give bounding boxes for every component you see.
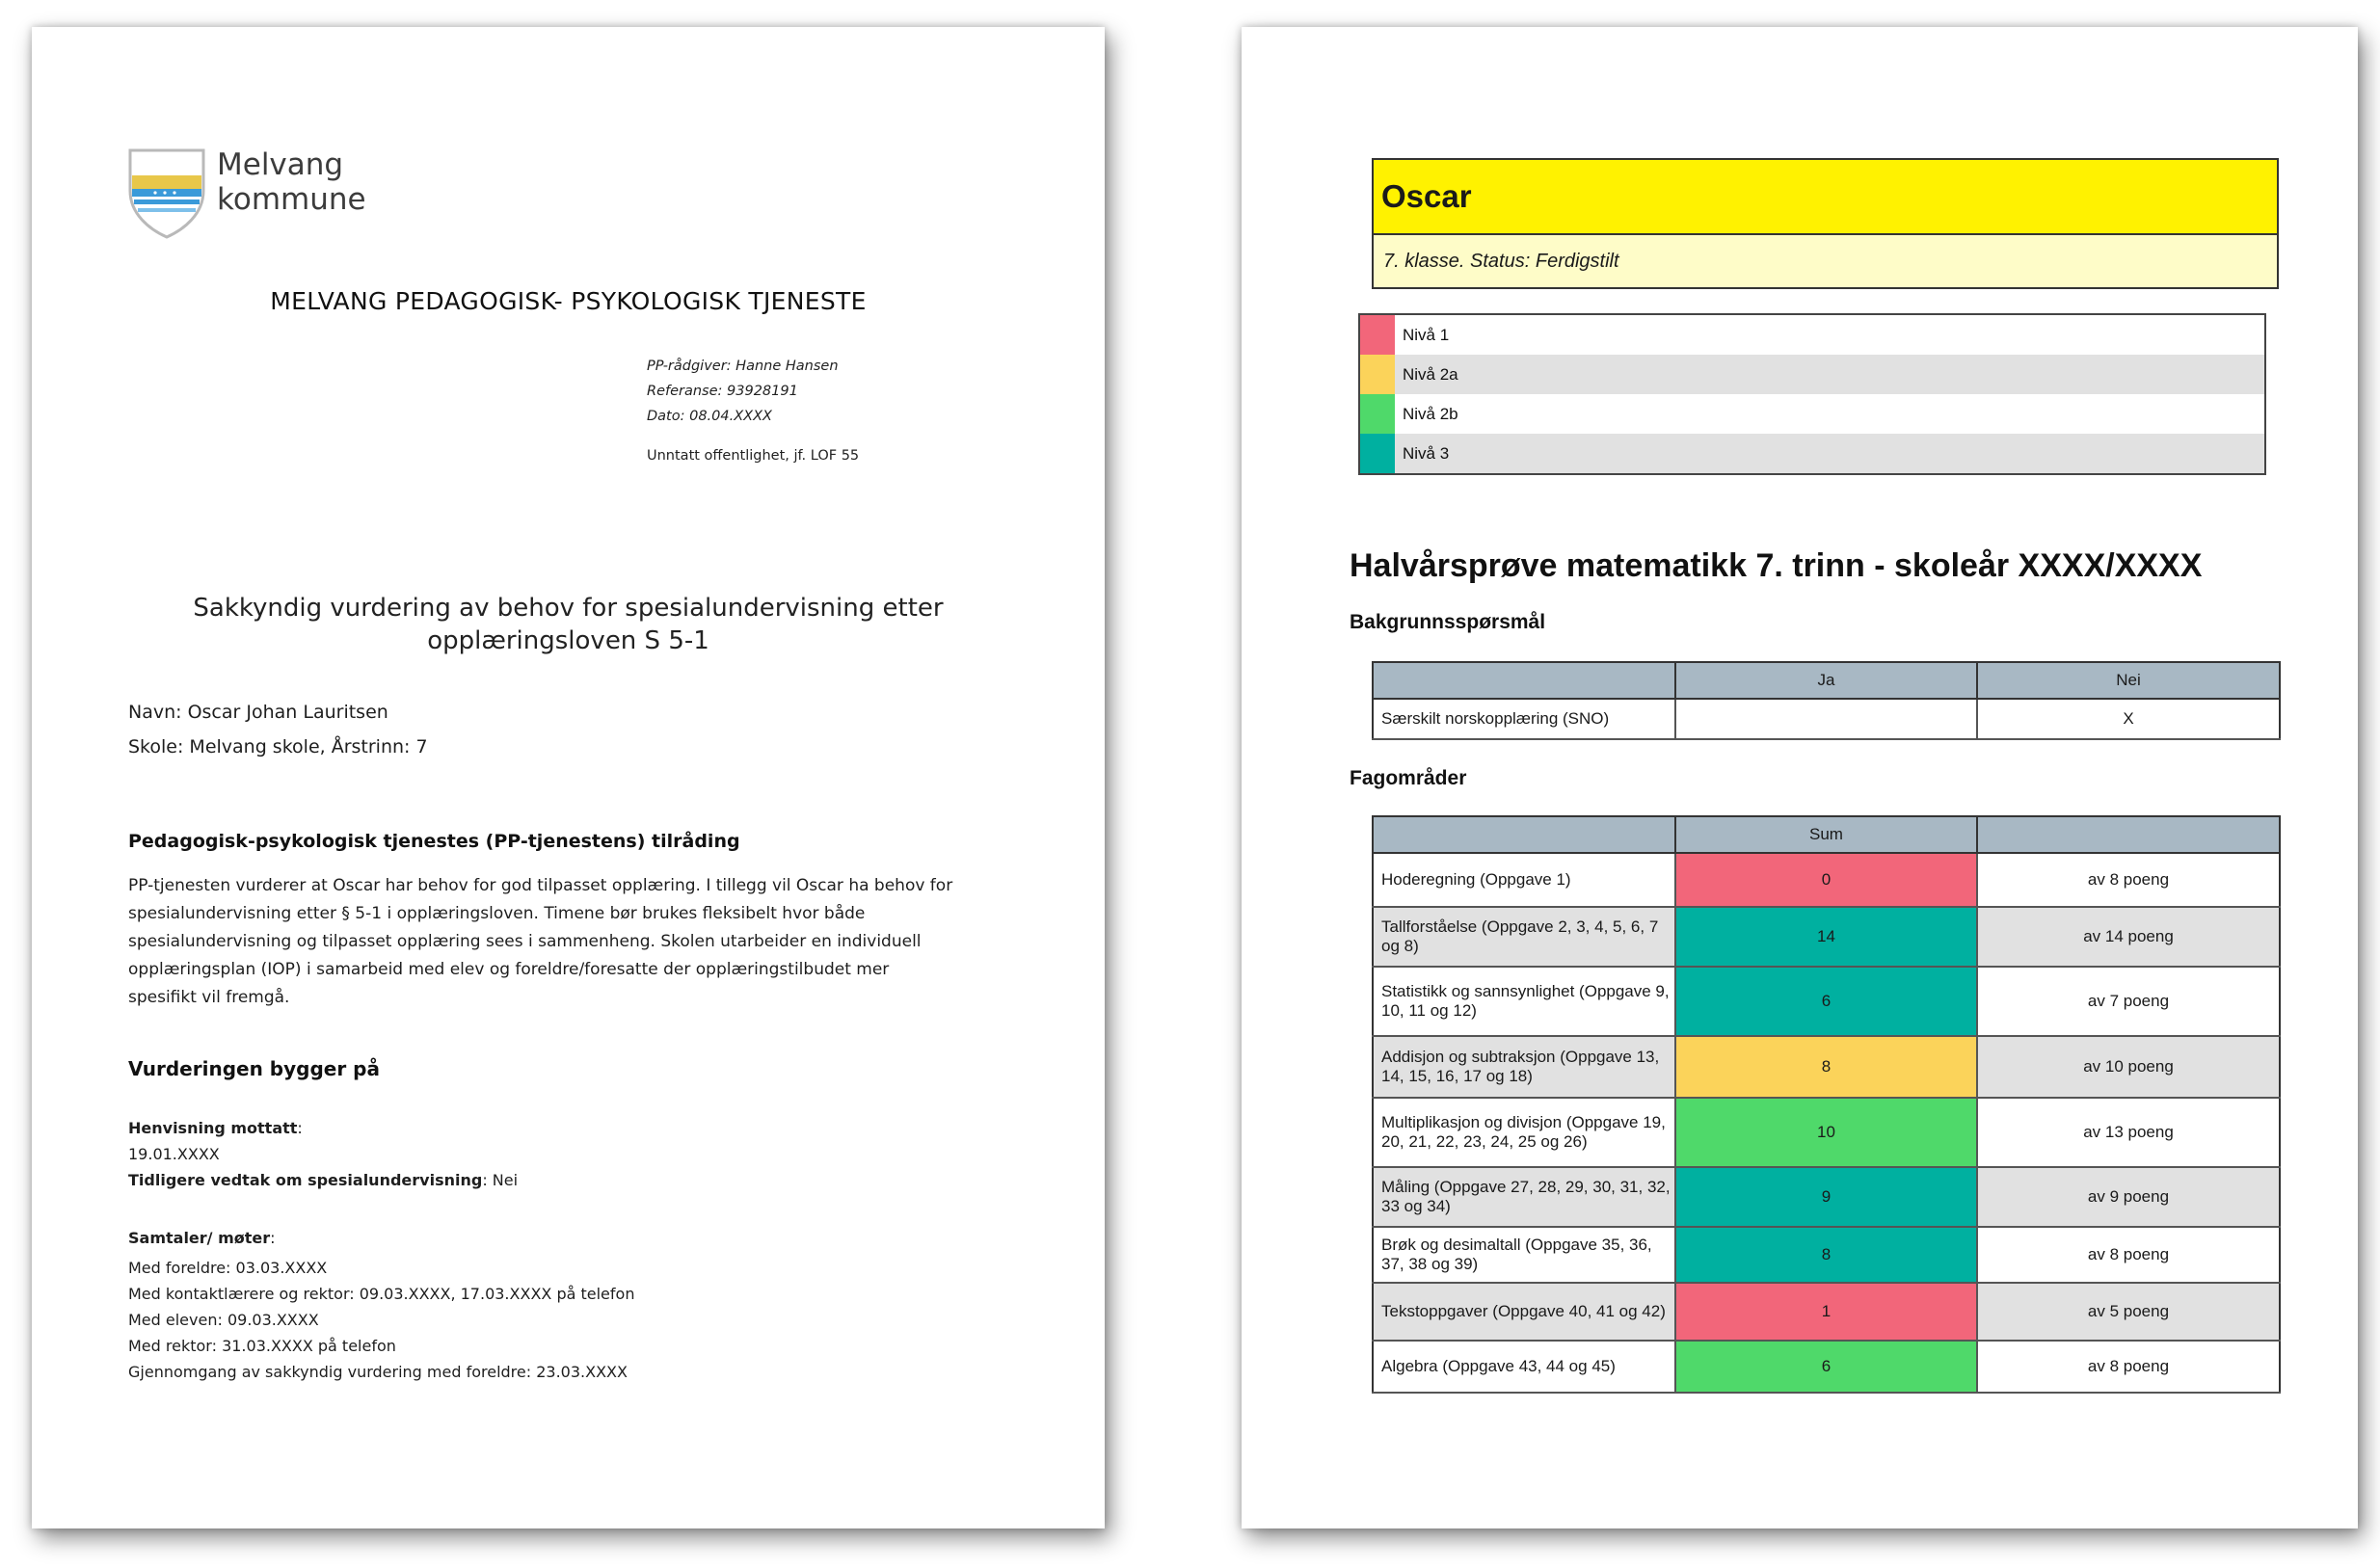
subject-sum: 6: [1675, 1341, 1977, 1393]
subject-row: [1373, 907, 2280, 967]
logo-name-line2: kommune: [217, 182, 366, 217]
legend-swatch: [1360, 355, 1395, 394]
subject-max: av 13 poeng: [1977, 1098, 2280, 1167]
meeting-item: Gjennomgang av sakkyndig vurdering med foreldre: 23.03.XXXX: [128, 1363, 628, 1381]
paragraph-line: opplæringsplan (IOP) i samarbeid med elev og foreldre/foresatte der opplæringstilbudet mer: [128, 960, 890, 979]
subject-sum: 9: [1675, 1167, 1977, 1227]
student-name-banner: Oscar: [1372, 158, 2279, 235]
subjects-header-row: [1373, 816, 2280, 853]
legend-swatch: [1360, 394, 1395, 434]
confidential-note: Unntatt offentlighet, jf. LOF 55: [647, 448, 860, 464]
subject-sum: 14: [1675, 907, 1977, 967]
background-header-ja: Ja: [1675, 662, 1977, 699]
legend-label: Nivå 3: [1403, 443, 1450, 463]
paragraph-line: spesifikt vil fremgå.: [128, 988, 290, 1007]
advisor-line: PP-rådgiver: Hanne Hansen: [647, 359, 839, 374]
meetings-heading: Samtaler/ møter: [128, 1229, 271, 1247]
subject-row: [1373, 1227, 2280, 1283]
test-heading: Halvårsprøve matematikk 7. trinn - skoleår XXXX/XXXX: [1350, 547, 2203, 584]
previous-decision-value: : Nei: [482, 1171, 519, 1189]
subject-row: [1373, 1036, 2280, 1098]
background-answer-nei: X: [1977, 699, 2280, 739]
background-answer-ja: [1675, 699, 1977, 739]
subject-topic: Brøk og desimaltall (Oppgave 35, 36, 37, 38 og 39): [1373, 1227, 1675, 1283]
subjects-header-cell: [1373, 816, 1675, 853]
student-status: 7. klasse. Status: Ferdigstilt: [1372, 235, 2279, 289]
subject-max: av 10 poeng: [1977, 1036, 2280, 1098]
legend-label: Nivå 2a: [1403, 364, 1458, 384]
subject-topic: Statistikk og sannsynlighet (Oppgave 9, 10, 11 og 12): [1373, 967, 1675, 1036]
document-title-line2: opplæringsloven S 5-1: [427, 626, 709, 655]
referral-label-line: [128, 1119, 303, 1137]
subject-max: av 8 poeng: [1977, 1227, 2280, 1283]
subject-row: [1373, 1341, 2280, 1393]
background-row: [1373, 699, 2280, 739]
background-table: [1372, 661, 2281, 740]
date-line: Dato: 08.04.XXXX: [647, 409, 772, 424]
subject-topic: Addisjon og subtraksjon (Oppgave 13, 14, 15, 16, 17 og 18): [1373, 1036, 1675, 1098]
referral-colon: :: [297, 1119, 303, 1137]
subject-topic: Måling (Oppgave 27, 28, 29, 30, 31, 32, 33 og 34): [1373, 1167, 1675, 1227]
subject-row: [1373, 1167, 2280, 1227]
subject-max: av 7 poeng: [1977, 967, 2280, 1036]
subject-row: [1373, 853, 2280, 907]
subject-topic: Tekstoppgaver (Oppgave 40, 41 og 42): [1373, 1283, 1675, 1341]
level-legend: [1358, 313, 2266, 475]
subject-topic: Algebra (Oppgave 43, 44 og 45): [1373, 1341, 1675, 1393]
document-title: [32, 592, 1105, 657]
student-name: Navn: Oscar Johan Lauritsen: [128, 702, 388, 723]
basis-heading: Vurderingen bygger på: [128, 1057, 380, 1080]
subjects-header-sum: Sum: [1675, 816, 1977, 853]
meeting-item: Med eleven: 09.03.XXXX: [128, 1311, 319, 1329]
student-school: Skole: Melvang skole, Årstrinn: 7: [128, 736, 428, 757]
subject-max: av 14 poeng: [1977, 907, 2280, 967]
meeting-item: Med kontaktlærere og rektor: 09.03.XXXX, 17.03.XXXX på telefon: [128, 1285, 635, 1303]
legend-row: [1360, 355, 2264, 394]
subject-row: [1373, 1283, 2280, 1341]
logo-name-line1: Melvang: [217, 147, 344, 182]
subject-row: [1373, 967, 2280, 1036]
referral-date: 19.01.XXXX: [128, 1145, 220, 1163]
legend-row: [1360, 315, 2264, 355]
document-title-line1: Sakkyndig vurdering av behov for spesialundervisning etter: [193, 594, 944, 623]
subject-sum: 0: [1675, 853, 1977, 907]
background-header-cell: [1373, 662, 1675, 699]
background-question: Særskilt norskopplæring (SNO): [1373, 699, 1675, 739]
reference-line: Referanse: 93928191: [647, 384, 798, 399]
meeting-item: Med rektor: 31.03.XXXX på telefon: [128, 1337, 396, 1355]
subject-sum: 8: [1675, 1227, 1977, 1283]
legend-row: [1360, 394, 2264, 434]
subject-sum: 8: [1675, 1036, 1977, 1098]
legend-row: [1360, 434, 2264, 473]
legend-swatch: [1360, 434, 1395, 473]
subject-max: av 9 poeng: [1977, 1167, 2280, 1227]
paragraph-line: spesialundervisning etter § 5-1 i opplæringsloven. Timene bør brukes fleksibelt hvor både: [128, 904, 866, 923]
meetings-heading-line: [128, 1229, 276, 1247]
subject-topic: Multiplikasjon og divisjon (Oppgave 19, 20, 21, 22, 23, 24, 25 og 26): [1373, 1098, 1675, 1167]
legend-label: Nivå 2b: [1403, 404, 1458, 423]
subject-max: av 8 poeng: [1977, 853, 2280, 907]
previous-decision-label: Tidligere vedtak om spesialundervisning: [128, 1171, 483, 1189]
meetings-heading-colon: :: [270, 1229, 276, 1247]
subjects-heading: Fagområder: [1350, 767, 1467, 789]
document-page-left: [32, 27, 1105, 1528]
document-meta: [647, 354, 839, 429]
subject-sum: 6: [1675, 967, 1977, 1036]
subjects-header-cell: [1977, 816, 2280, 853]
referral-label: Henvisning mottatt: [128, 1119, 298, 1137]
legend-label: Nivå 1: [1403, 325, 1450, 344]
subject-topic: Tallforståelse (Oppgave 2, 3, 4, 5, 6, 7 og 8): [1373, 907, 1675, 967]
legend-swatch: [1360, 315, 1395, 355]
subject-topic: Hoderegning (Oppgave 1): [1373, 853, 1675, 907]
document-page-right: [1242, 27, 2358, 1528]
paragraph-line: PP-tjenesten vurderer at Oscar har behov for god tilpasset opplæring. I tillegg vil Oscar ha behov for: [128, 876, 953, 895]
subject-sum: 10: [1675, 1098, 1977, 1167]
background-header-nei: Nei: [1977, 662, 2280, 699]
recommendation-paragraph: [128, 872, 1073, 1012]
subject-sum: 1: [1675, 1283, 1977, 1341]
subject-max: av 5 poeng: [1977, 1283, 2280, 1341]
organization-title: MELVANG PEDAGOGISK- PSYKOLOGISK TJENESTE: [270, 287, 867, 315]
municipality-crest-icon: [126, 146, 207, 239]
background-header-row: [1373, 662, 2280, 699]
subject-row: [1373, 1098, 2280, 1167]
subjects-table: [1372, 815, 2281, 1394]
meetings-list: [128, 1255, 634, 1385]
recommendation-heading: Pedagogisk-psykologisk tjenestes (PP-tjenestens) tilråding: [128, 831, 740, 852]
subject-max: av 8 poeng: [1977, 1341, 2280, 1393]
paragraph-line: spesialundervisning og tilpasset opplæring sees i sammenheng. Skolen utarbeider en individuell: [128, 932, 922, 951]
previous-decision-line: [128, 1171, 518, 1189]
background-heading: Bakgrunnsspørsmål: [1350, 611, 1546, 633]
meeting-item: Med foreldre: 03.03.XXXX: [128, 1259, 328, 1277]
